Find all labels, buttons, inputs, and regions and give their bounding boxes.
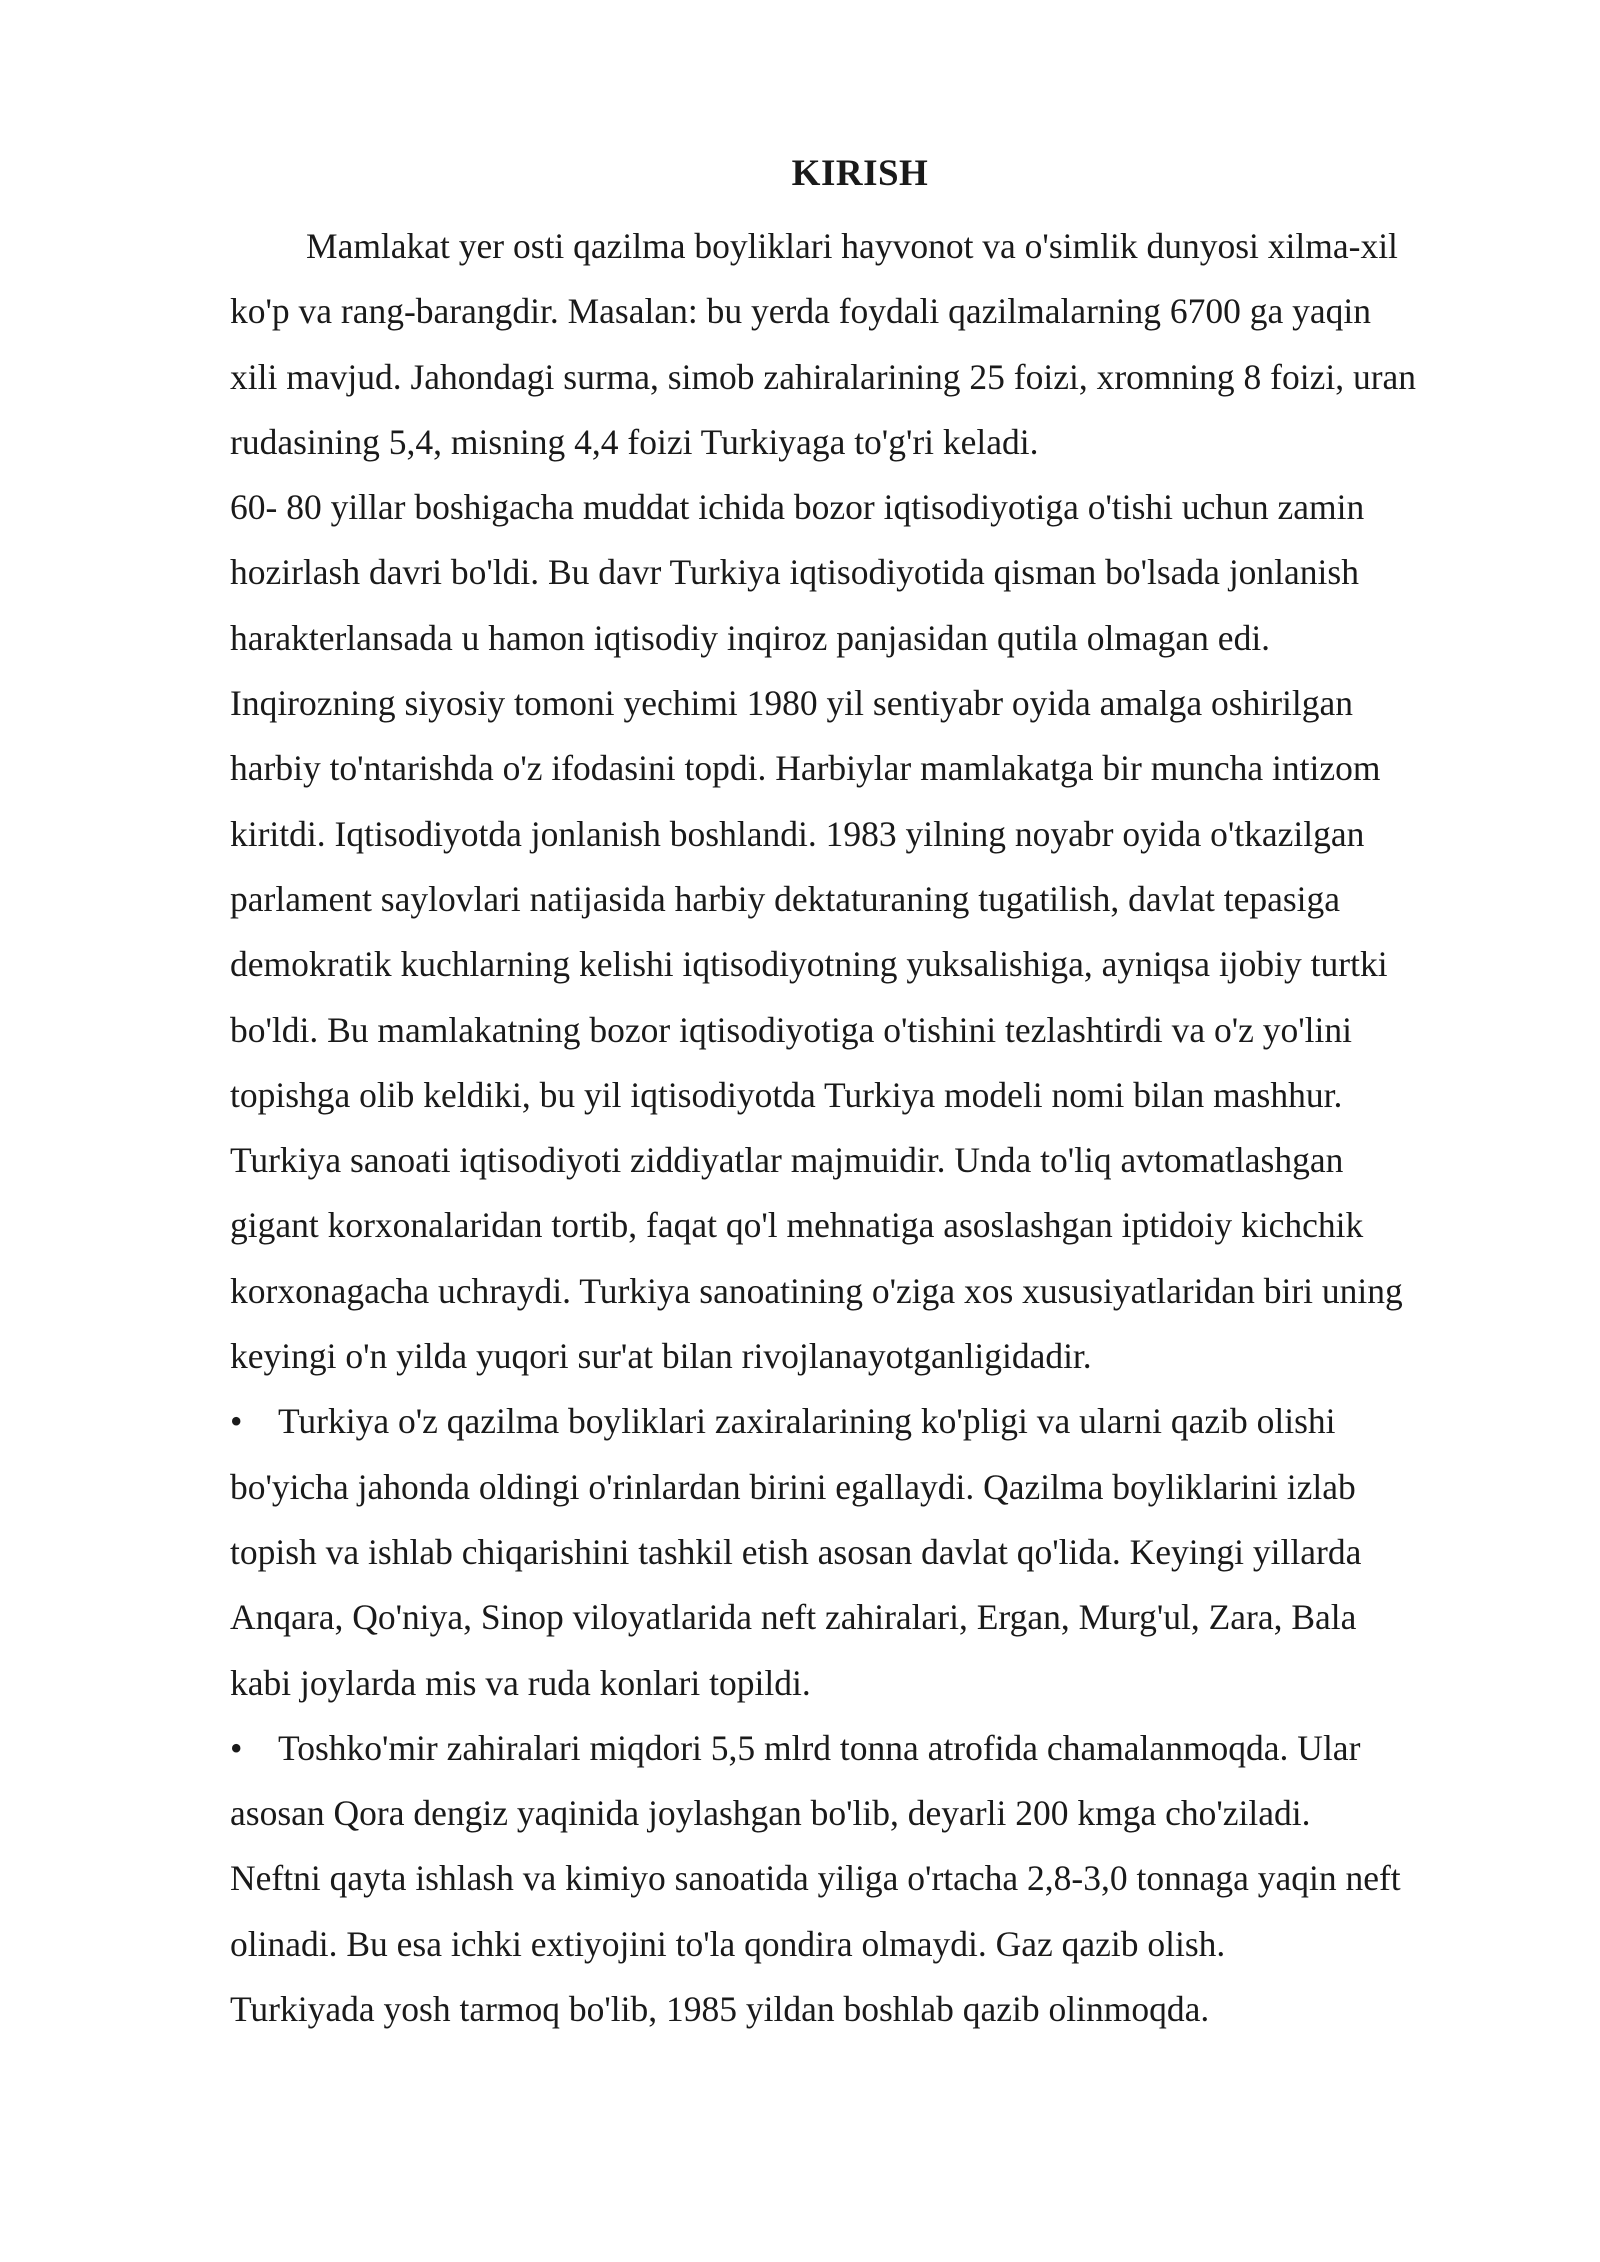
text-line: Turkiya sanoati iqtisodiyoti ziddiyatlar majmuidir. Unda to'liq avtomatlashgan	[230, 1140, 1344, 1181]
text-line: harbiy to'ntarishda o'z ifodasini topdi. Harbiylar mamlakatga bir muncha intizom	[230, 748, 1381, 789]
text-line: Turkiyada yosh tarmoq bo'lib, 1985 yildan boshlab qazib olinmoqda.	[230, 1989, 1210, 2030]
text-line: asosan Qora dengiz yaqinida joylashgan bo'lib, deyarli 200 kmga cho'ziladi.	[230, 1793, 1311, 1834]
page-title: KIRISH	[791, 153, 929, 194]
text-line: xili mavjud. Jahondagi surma, simob zahiralarining 25 foizi, xromning 8 foizi, uran	[230, 356, 1417, 397]
text-line: Inqirozning siyosiy tomoni yechimi 1980 yil sentiyabr oyida amalga oshirilgan	[230, 683, 1353, 724]
bullet-line	[230, 1716, 1530, 1781]
text-line: olinadi. Bu esa ichki extiyojini to'la qondira olmaydi. Gaz qazib olish.	[230, 1923, 1226, 1964]
text-line: Anqara, Qo'niya, Sinop viloyatlarida neft zahiralari, Ergan, Murg'ul, Zara, Bala	[230, 1597, 1357, 1638]
text-line: bo'ldi. Bu mamlakatning bozor iqtisodiyotiga o'tishini tezlashtirdi va o'z yo'lini	[230, 1009, 1352, 1050]
text-line: korxonagacha uchraydi. Turkiya sanoatining o'ziga xos xususiyatlaridan biri uning	[230, 1270, 1403, 1311]
text-line: harakterlansada u hamon iqtisodiy inqiroz panjasidan qutila olmagan edi.	[230, 617, 1271, 658]
bullet-line	[230, 1389, 1530, 1454]
text-line: Turkiya o'z qazilma boyliklari zaxiralarining ko'pligi va ularni qazib olishi	[278, 1401, 1336, 1442]
bullet-icon: •	[230, 1727, 243, 1768]
body-text	[230, 214, 1530, 2042]
text-line: rudasining 5,4, misning 4,4 foizi Turkiyaga to'g'ri keladi.	[230, 421, 1039, 462]
text-line: parlament saylovlari natijasida harbiy dektaturaning tugatilish, davlat tepasiga	[230, 878, 1341, 919]
text-line: 60- 80 yillar boshigacha muddat ichida bozor iqtisodiyotiga o'tishi uchun zamin	[230, 487, 1365, 528]
text-line: kabi joylarda mis va ruda konlari topildi.	[230, 1662, 811, 1703]
text-line: Toshko'mir zahiralari miqdori 5,5 mlrd tonna atrofida chamalanmoqda. Ular	[278, 1727, 1361, 1768]
text-line: demokratik kuchlarning kelishi iqtisodiyotning yuksalishiga, ayniqsa ijobiy turtki	[230, 944, 1388, 985]
text-line: hozirlash davri bo'ldi. Bu davr Turkiya iqtisodiyotida qisman bo'lsada jonlanish	[230, 552, 1359, 593]
text-line: bo'yicha jahonda oldingi o'rinlardan birini egallaydi. Qazilma boyliklarini izlab	[230, 1466, 1356, 1507]
text-line: keyingi o'n yilda yuqori sur'at bilan rivojlanayotganligidadir.	[230, 1336, 1092, 1377]
text-line: topish va ishlab chiqarishini tashkil etish asosan davlat qo'lida. Keyingi yillarda	[230, 1531, 1362, 1572]
text-line: kiritdi. Iqtisodiyotda jonlanish boshlandi. 1983 yilning noyabr oyida o'tkazilgan	[230, 813, 1365, 854]
text-line: topishga olib keldiki, bu yil iqtisodiyotda Turkiya modeli nomi bilan mashhur.	[230, 1074, 1343, 1115]
text-line: Mamlakat yer osti qazilma boyliklari hayvonot va o'simlik dunyosi xilma-xil	[306, 226, 1398, 266]
text-line: Neftni qayta ishlash va kimiyo sanoatida yiliga o'rtacha 2,8-3,0 tonnaga yaqin neft	[230, 1858, 1401, 1899]
text-line: gigant korxonalaridan tortib, faqat qo'l mehnatiga asoslashgan iptidoiy kichchik	[230, 1205, 1364, 1246]
bullet-icon: •	[230, 1401, 243, 1442]
text-line: ko'p va rang-barangdir. Masalan: bu yerda foydali qazilmalarning 6700 ga yaqin	[230, 291, 1372, 332]
